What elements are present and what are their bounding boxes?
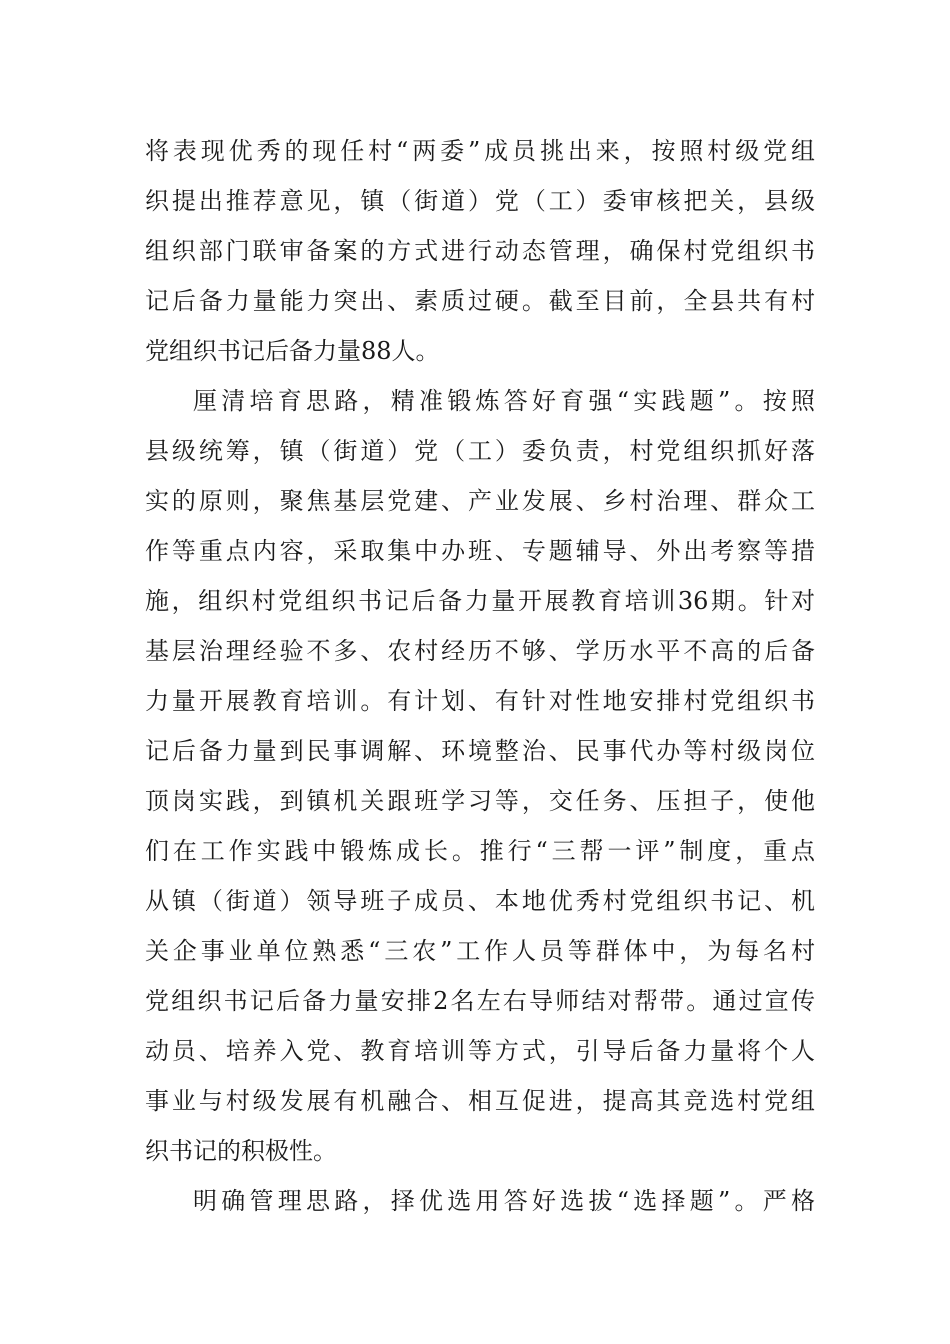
text-line: 作等重点内容，采取集中办班、专题辅导、外出考察等措 — [145, 537, 815, 565]
text-line: 顶岗实践，到镇机关跟班学习等，交任务、压担子，使他 — [145, 787, 815, 815]
text-line: 织提出推荐意见，镇（街道）党（工）委审核把关，县级 — [145, 187, 815, 215]
text-line: 关企事业单位熟悉“三农”工作人员等群体中，为每名村 — [145, 937, 815, 965]
text-line: 们在工作实践中锻炼成长。推行“三帮一评”制度，重点 — [145, 837, 815, 865]
text-line: 组织部门联审备案的方式进行动态管理，确保村党组织书 — [145, 237, 815, 265]
text-line: 力量开展教育培训。有计划、有针对性地安排村党组织书 — [145, 687, 815, 715]
text-line: 厘清培育思路，精准锻炼答好育强“实践题”。按照 — [193, 387, 815, 415]
text-line: 动员、培养入党、教育培训等方式，引导后备力量将个人 — [145, 1037, 815, 1065]
text-line: 从镇（街道）领导班子成员、本地优秀村党组织书记、机 — [145, 887, 815, 915]
text-line: 基层治理经验不多、农村经历不够、学历水平不高的后备 — [145, 637, 815, 665]
paragraph-1 — [145, 126, 815, 376]
document-body — [145, 126, 815, 1226]
text-line: 记后备力量能力突出、素质过硬。截至目前，全县共有村 — [145, 287, 815, 315]
text-line: 事业与村级发展有机融合、相互促进，提高其竞选村党组 — [145, 1087, 815, 1115]
paragraph-2 — [145, 376, 815, 1176]
text-line: 记后备力量到民事调解、环境整治、民事代办等村级岗位 — [145, 737, 815, 765]
text-line: 实的原则，聚焦基层党建、产业发展、乡村治理、群众工 — [145, 487, 815, 515]
paragraph-3 — [145, 1176, 815, 1226]
text-line: 党组织书记后备力量88人。 — [145, 337, 440, 365]
text-line: 党组织书记后备力量安排2名左右导师结对帮带。通过宣传 — [145, 987, 815, 1015]
text-line: 织书记的积极性。 — [145, 1137, 337, 1165]
text-line: 县级统筹，镇（街道）党（工）委负责，村党组织抓好落 — [145, 437, 815, 465]
text-line: 明确管理思路，择优选用答好选拔“选择题”。严格 — [193, 1187, 815, 1215]
text-line: 将表现优秀的现任村“两委”成员挑出来，按照村级党组 — [145, 137, 815, 165]
text-line: 施，组织村党组织书记后备力量开展教育培训36期。针对 — [145, 587, 815, 615]
